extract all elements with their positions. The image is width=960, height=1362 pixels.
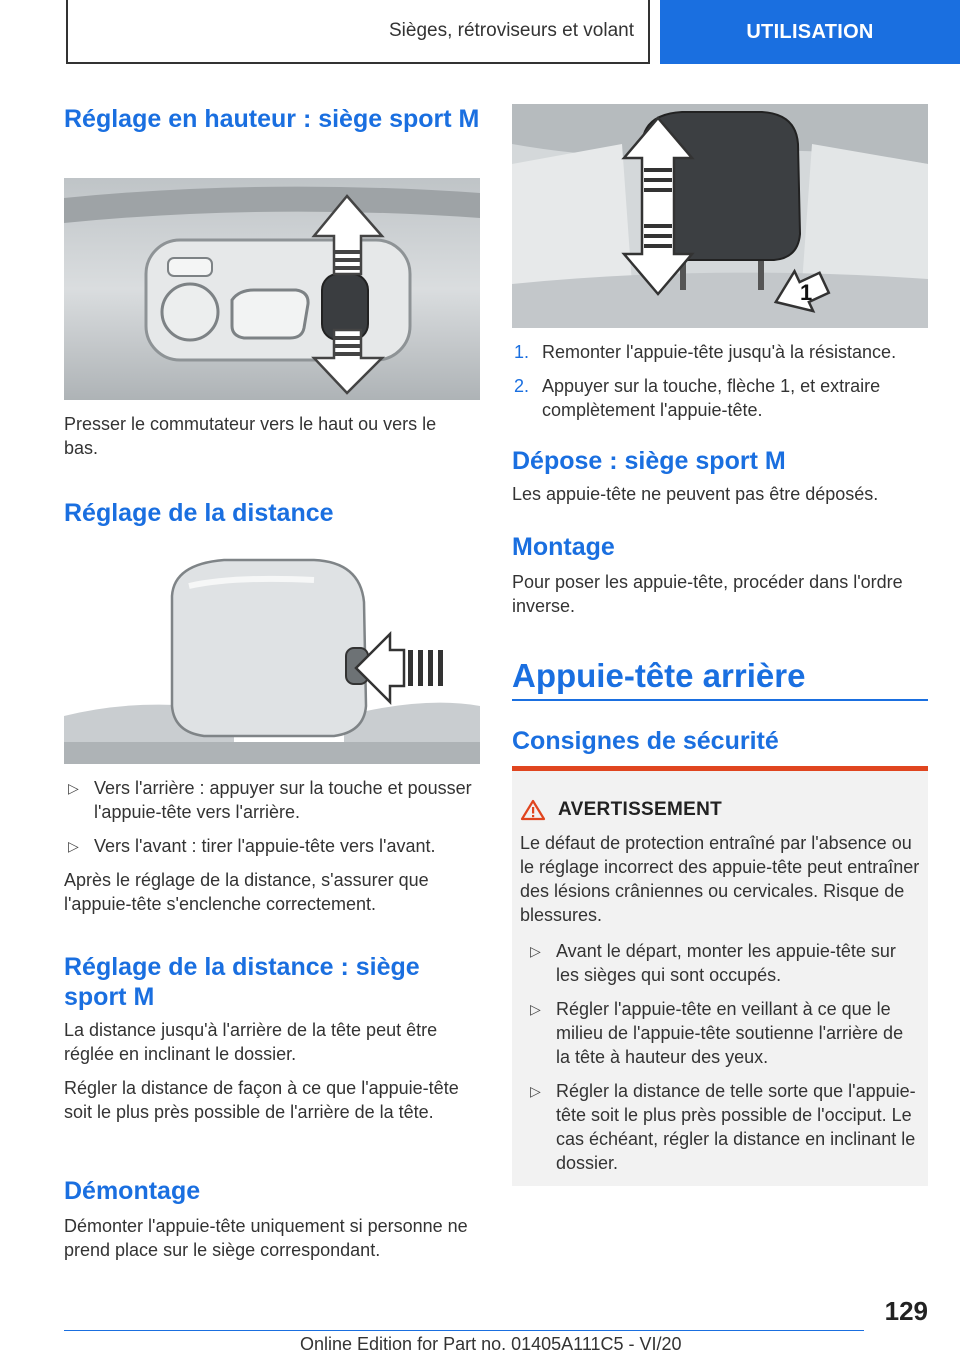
text-depose: Les appuie-tête ne peuvent pas être déposés. xyxy=(512,484,879,504)
list-item: ▷ Vers l'avant : tirer l'appuie-tête vers l'avant. xyxy=(68,836,436,856)
list-item: 1. Remonter l'appuie-tête jusqu'à la résistance. xyxy=(514,342,897,362)
heading-rule xyxy=(512,699,928,701)
heading-depose: Dépose : siège sport M xyxy=(512,447,786,475)
warning-title: AVERTISSEMENT xyxy=(558,799,723,820)
text-sport-2: Régler la distance de façon à ce que l'appuie-tête soit le plus près possible de l'arrière de la tête. xyxy=(64,1078,459,1122)
list-distance xyxy=(64,776,480,868)
list-item: ▷ Régler l'appuie-tête en veillant à ce que le milieu de l'appuie-tête soutienne l'arrière de la tête à hauteur des yeux. xyxy=(530,999,904,1067)
chapter-tab xyxy=(660,0,960,64)
warning-list xyxy=(522,939,918,1185)
headrest-removal-illustration xyxy=(512,104,928,328)
triangle-right-icon: ▷ xyxy=(530,1001,541,1017)
list-item: 2. Appuyer sur la touche, flèche 1, et extraire complètement l'appuie-tête. xyxy=(514,376,881,420)
triangle-right-icon: ▷ xyxy=(68,838,79,854)
warning-header xyxy=(520,799,722,821)
running-header-section xyxy=(66,0,650,64)
heading-safety: Consignes de sécurité xyxy=(512,727,779,755)
heading-montage: Montage xyxy=(512,533,615,561)
text-montage: Pour poser les appuie-tête, procéder dans l'ordre inverse. xyxy=(512,572,903,616)
figure-headrest-button xyxy=(64,546,480,764)
footer-rule xyxy=(64,1330,864,1331)
warning-triangle-icon xyxy=(520,799,546,821)
triangle-right-icon: ▷ xyxy=(68,780,79,796)
heading-distance-adjust: Réglage de la distance xyxy=(64,499,334,527)
text-demontage: Démonter l'appuie-tête uniquement si personne ne prend place sur le siège correspondant. xyxy=(64,1216,468,1260)
chapter-title: UTILISATION xyxy=(746,20,874,43)
figure-callout: 1 xyxy=(800,280,813,305)
steps-list xyxy=(512,340,928,432)
heading-rear-headrest: Appuie-tête arrière xyxy=(512,657,806,694)
warning-text: Le défaut de protection entraîné par l'absence ou le réglage incorrect des appuie-tête peut entraîner des lésions crâniennes ou cervicales. Risque de blessures. xyxy=(520,833,920,925)
heading-distance-sport: Réglage de la distance : siège sport M xyxy=(64,953,420,1011)
heading-demontage: Démontage xyxy=(64,1177,201,1205)
headrest-button-illustration xyxy=(64,546,480,764)
heading-height-adjust: Réglage en hauteur : siège sport M xyxy=(64,105,480,133)
warning-box xyxy=(512,766,928,1186)
figure-headrest-removal xyxy=(512,104,928,328)
page-number: 129 xyxy=(884,1296,928,1326)
list-item: ▷ Régler la distance de telle sorte que l'appuie-tête soit le plus près possible de l'occiput. Le cas échéant, régler la distance en inclinant le dossier. xyxy=(530,1081,916,1173)
text-after-distance: Après le réglage de la distance, s'assurer que l'appuie-tête s'enclenche correctement. xyxy=(64,870,429,914)
list-item: ▷ Avant le départ, monter les appuie-tête sur les sièges qui sont occupés. xyxy=(530,941,896,985)
text-height-adjust: Presser le commutateur vers le haut ou vers le bas. xyxy=(64,414,437,458)
seat-switch-illustration xyxy=(64,178,480,400)
list-item: ▷ Vers l'arrière : appuyer sur la touche et pousser l'appuie-tête vers l'arrière. xyxy=(68,778,472,822)
triangle-right-icon: ▷ xyxy=(530,1083,541,1099)
figure-seat-switch xyxy=(64,178,480,400)
edition-info: Online Edition for Part no. 01405A111C5 - VI/20 xyxy=(300,1334,682,1354)
triangle-right-icon: ▷ xyxy=(530,943,541,959)
section-title: Sièges, rétroviseurs et volant xyxy=(388,20,634,41)
text-sport-1: La distance jusqu'à l'arrière de la tête peut être réglée en inclinant le dossier. xyxy=(64,1020,438,1064)
